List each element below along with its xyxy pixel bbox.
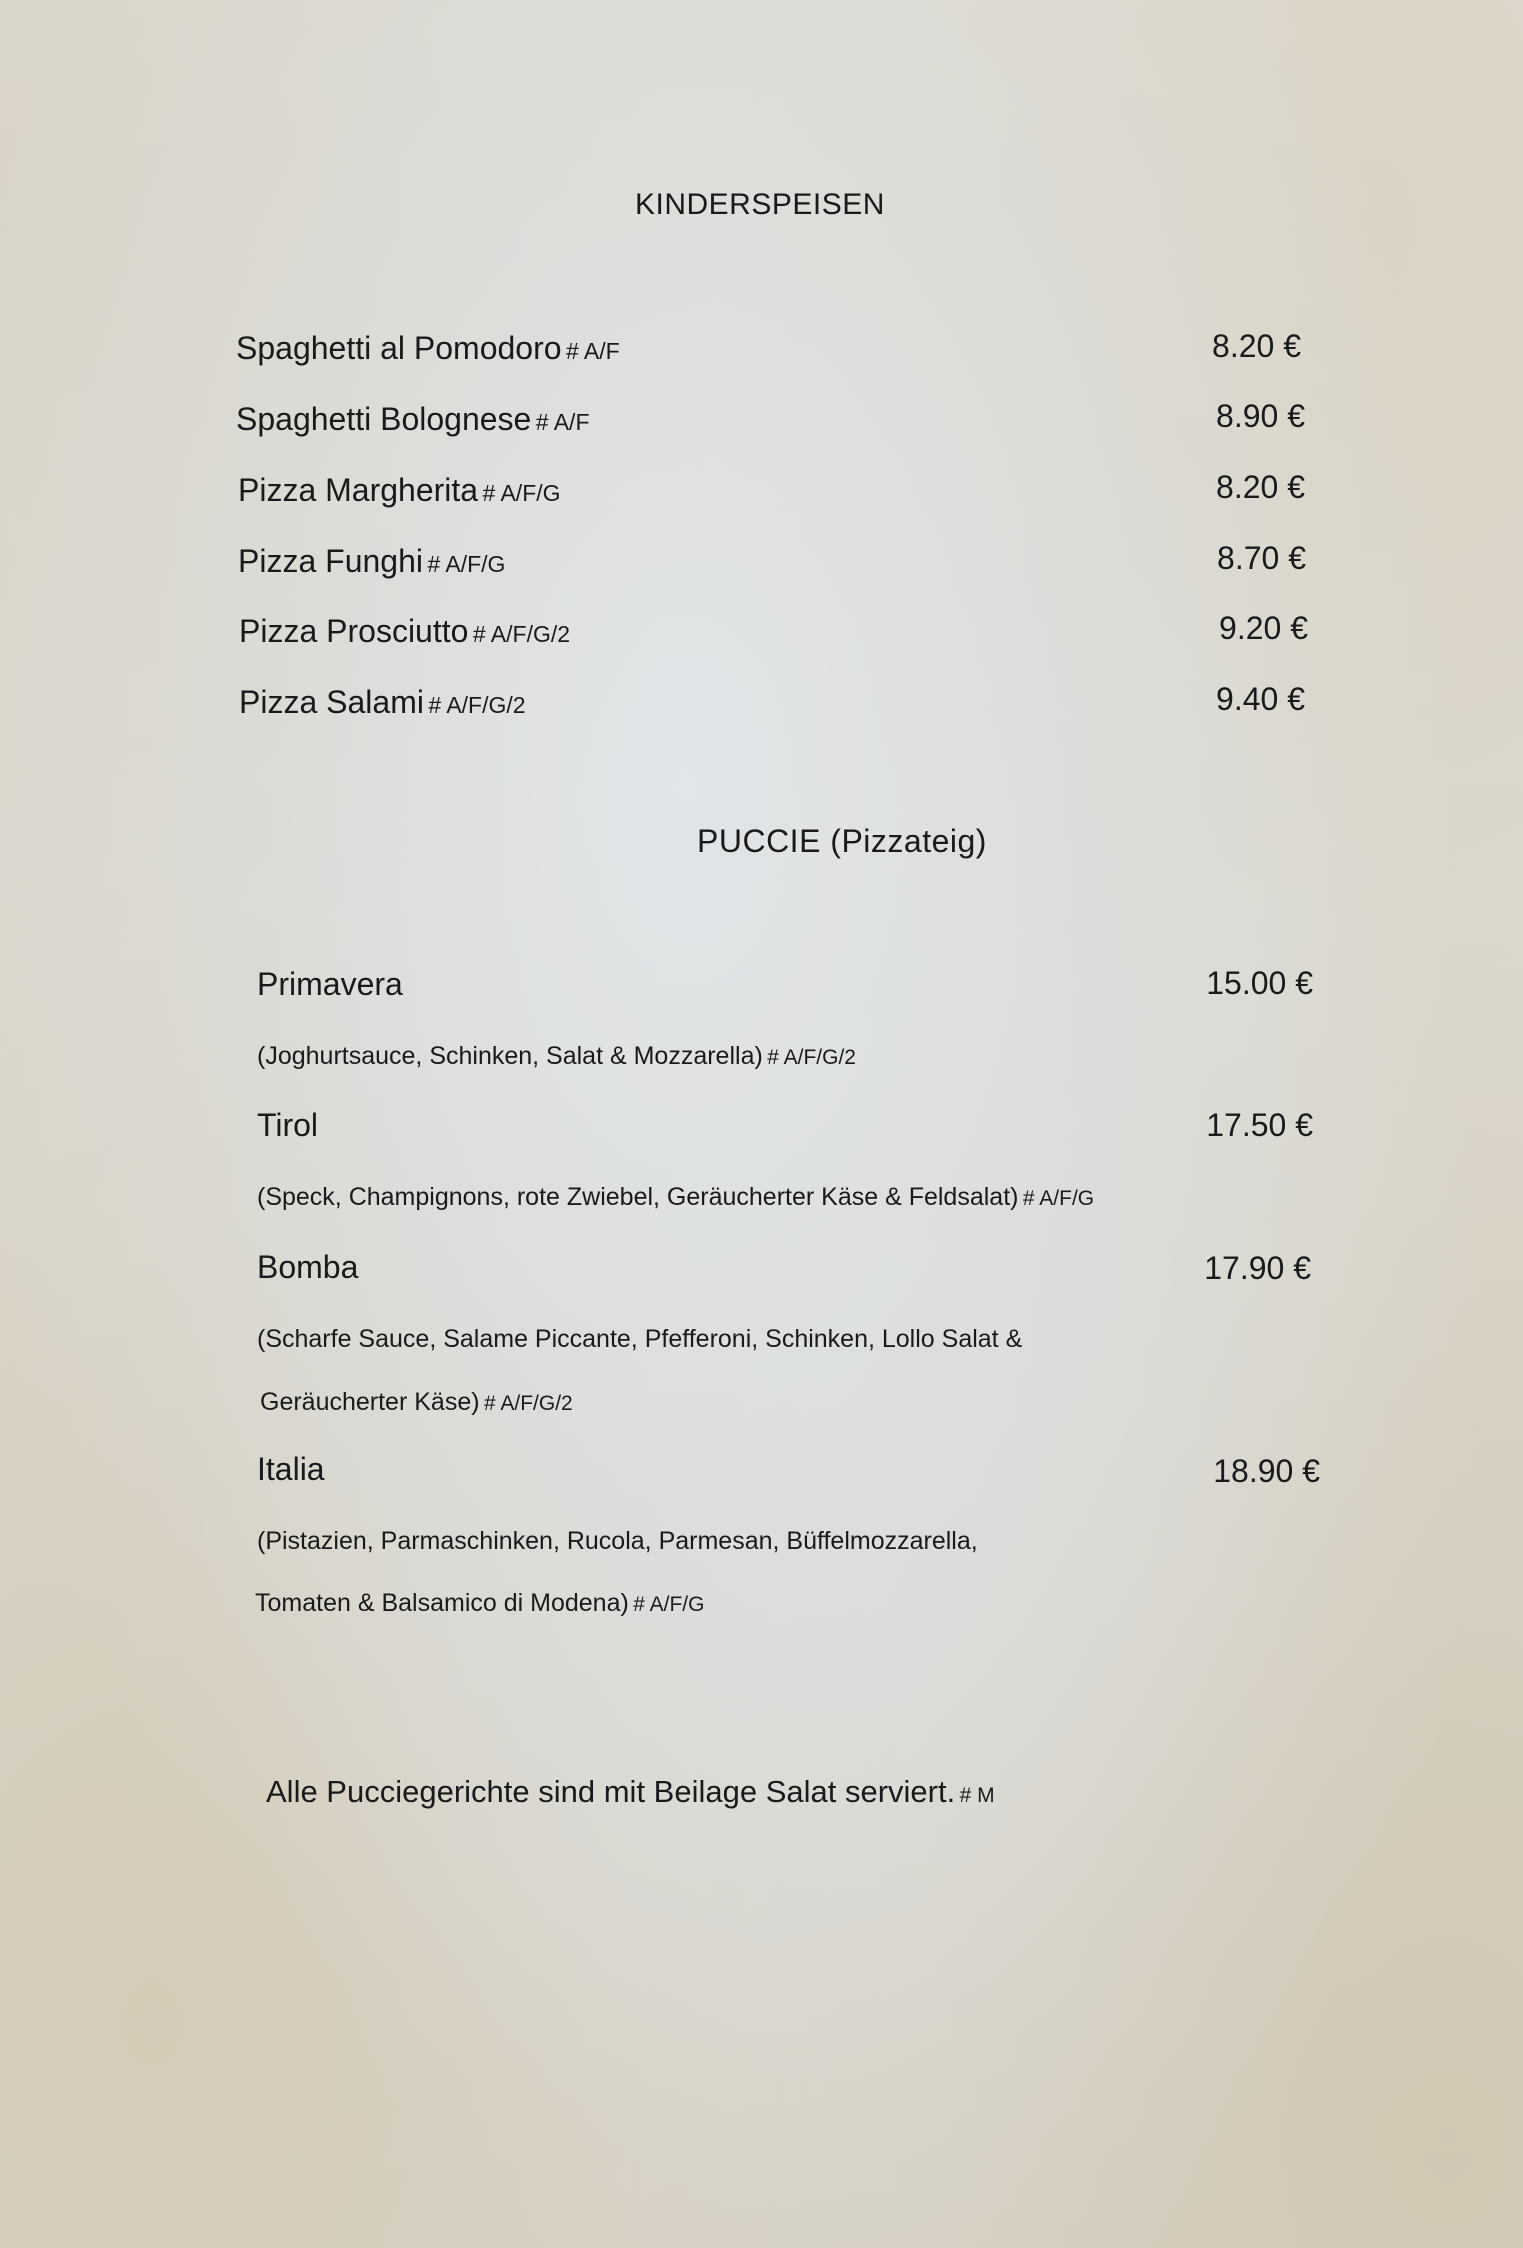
menu-item [236, 330, 620, 367]
item-price: 8.20 € [1212, 328, 1301, 364]
allergen-code: # M [959, 1784, 995, 1807]
footer-note-text: Alle Pucciegerichte sind mit Beilage Salat serviert. [266, 1774, 956, 1809]
item-price: 8.90 € [1216, 398, 1305, 434]
allergen-code: # A/F/G/2 [767, 1046, 856, 1069]
item-description [257, 1042, 856, 1071]
allergen-code: # A/F/G/2 [484, 1392, 573, 1415]
description-line: (Scharfe Sauce, Salame Piccante, Pfefferoni, Schinken, Lollo Salat & [257, 1325, 1023, 1353]
allergen-code: # A/F/G [482, 480, 561, 506]
item-description [260, 1388, 573, 1417]
description-line: Geräucherter Käse) [260, 1388, 480, 1416]
description-line: (Joghurtsauce, Schinken, Salat & Mozzarella) [257, 1042, 763, 1070]
item-name: Spaghetti al Pomodoro [236, 330, 562, 366]
item-price: 9.20 € [1219, 610, 1308, 646]
menu-item [236, 401, 590, 438]
allergen-code: # A/F/G [633, 1593, 705, 1616]
description-line: (Pistazien, Parmaschinken, Rucola, Parmesan, Büffelmozzarella, [257, 1527, 978, 1555]
allergen-code: # A/F/G [427, 551, 506, 577]
item-name: Pizza Funghi [238, 543, 423, 579]
item-price: 15.00 € [1206, 965, 1313, 1001]
footer-note [266, 1774, 995, 1810]
item-name: Tirol [257, 1107, 319, 1143]
item-name: Pizza Margherita [238, 472, 479, 508]
item-name: Bomba [257, 1249, 359, 1285]
item-name: Italia [257, 1451, 325, 1487]
description-line: (Speck, Champignons, rote Zwiebel, Geräucherter Käse & Feldsalat) [257, 1183, 1019, 1211]
menu-item [239, 613, 570, 650]
allergen-code: # A/F [535, 409, 590, 435]
item-description [257, 1183, 1094, 1212]
allergen-code: # A/F/G [1022, 1187, 1095, 1210]
section-title-kinderspeisen: KINDERSPEISEN [635, 188, 885, 221]
item-price: 8.70 € [1217, 540, 1306, 576]
menu-item [238, 543, 505, 580]
item-name: Primavera [257, 966, 403, 1002]
menu-item [238, 472, 561, 509]
item-name: Spaghetti Bolognese [236, 401, 532, 437]
allergen-code: # A/F/G/2 [472, 621, 571, 647]
item-description [255, 1589, 704, 1618]
allergen-code: # A/F [566, 338, 620, 364]
description-line: Tomaten & Balsamico di Modena) [255, 1589, 629, 1617]
item-price: 9.40 € [1216, 681, 1305, 717]
allergen-code: # A/F/G/2 [428, 692, 526, 718]
menu-item [239, 684, 526, 721]
item-price: 8.20 € [1216, 469, 1305, 505]
section-title-puccie: PUCCIE (Pizzateig) [697, 823, 987, 859]
item-name: Pizza Salami [239, 684, 424, 720]
item-price: 17.50 € [1206, 1107, 1313, 1143]
item-price: 18.90 € [1213, 1453, 1320, 1489]
item-price: 17.90 € [1204, 1250, 1311, 1286]
item-name: Pizza Prosciutto [239, 613, 469, 649]
